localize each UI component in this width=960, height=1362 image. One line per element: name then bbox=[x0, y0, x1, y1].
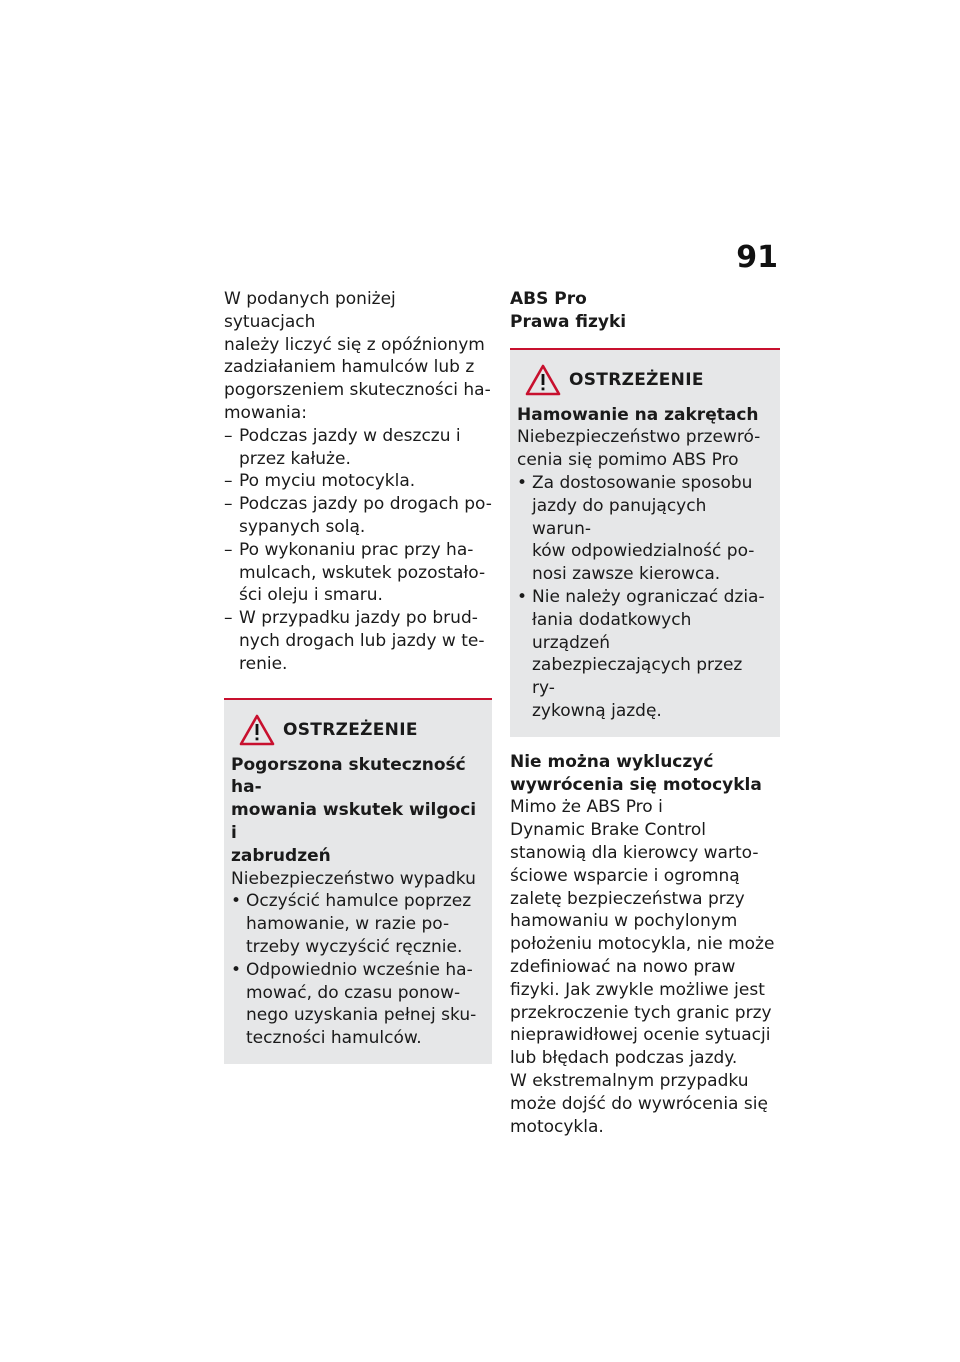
section-heading: ABS Pro Prawa fizyki bbox=[510, 289, 627, 332]
warning-triangle-icon bbox=[239, 714, 275, 746]
right-column bbox=[510, 288, 780, 1138]
warning-measures bbox=[517, 472, 768, 723]
list-item: • Odpowiednio wcześnie ha- mować, do czasu ponow- nego uzyskania pełnej sku- teczności hamulców. bbox=[231, 959, 480, 1050]
subsection-heading: Nie można wykluczyć wywrócenia się motocykla bbox=[510, 751, 762, 795]
warning-triangle-icon bbox=[525, 364, 561, 396]
left-column bbox=[224, 288, 492, 1064]
list-item: – Podczas jazdy po drogach po- sypanych solą. bbox=[224, 493, 492, 539]
warning-label: OSTRZEŻENIE bbox=[569, 369, 704, 390]
warning-title: Hamowanie na zakrętach bbox=[517, 404, 759, 425]
list-item: • Za dostosowanie sposobu jazdy do panujących warun- ków odpowiedzialność po- nosi zawsze kierowca. bbox=[517, 472, 768, 586]
list-item: • Oczyścić hamulce poprzez hamowanie, w razie po- trzeby wyczyścić ręcznie. bbox=[231, 890, 480, 958]
list-item: • Nie należy ograniczać dzia- łania dodatkowych urządzeń zabezpieczających przez ry- zykowną jazdę. bbox=[517, 586, 768, 723]
situation-list bbox=[224, 425, 492, 676]
list-item: – Po wykonaniu prac przy ha- mulcach, wskutek pozostało- ści oleju i smaru. bbox=[224, 539, 492, 607]
page-number: 91 bbox=[736, 240, 778, 275]
list-item: – Po myciu motocykla. bbox=[224, 470, 492, 493]
intro-paragraph: W podanych poniżej sytuacjach należy liczyć się z opóźnionym zadziałaniem hamulców lub z pogorszeniem skuteczności ha- mowania: bbox=[224, 289, 491, 423]
warning-hazard: Niebezpieczeństwo przewró- cenia się pomimo ABS Pro bbox=[517, 427, 761, 471]
warning-title: Pogorszona skuteczność ha- mowania wskutek wilgoci i zabrudzeń bbox=[231, 754, 477, 866]
list-item: – W przypadku jazdy po brud- nych drogach lub jazdy w te- renie. bbox=[224, 607, 492, 675]
warning-box-braking-moisture bbox=[224, 698, 492, 1064]
list-item: – Podczas jazdy w deszczu i przez kałuże. bbox=[224, 425, 492, 471]
warning-measures bbox=[231, 890, 480, 1050]
warning-box-cornering bbox=[510, 348, 780, 737]
warning-hazard: Niebezpieczeństwo wypadku bbox=[231, 868, 476, 889]
warning-label: OSTRZEŻENIE bbox=[283, 719, 418, 740]
body-paragraph: Mimo że ABS Pro i Dynamic Brake Control stanowią dla kierowcy warto- ściowe wsparcie i ogromną zaletę bezpieczeństwa przy hamowaniu w pochylonym położeniu motocykla, nie może zdefiniować na nowo praw fizyki. Jak zwykle możliwe jest przekroczenie tych granic przy nieprawidłowej ocenie sytuacji lub błędach podczas jazdy. W ekstremalnym przypadku może dojść do wywrócenia się motocykla. bbox=[510, 797, 775, 1137]
